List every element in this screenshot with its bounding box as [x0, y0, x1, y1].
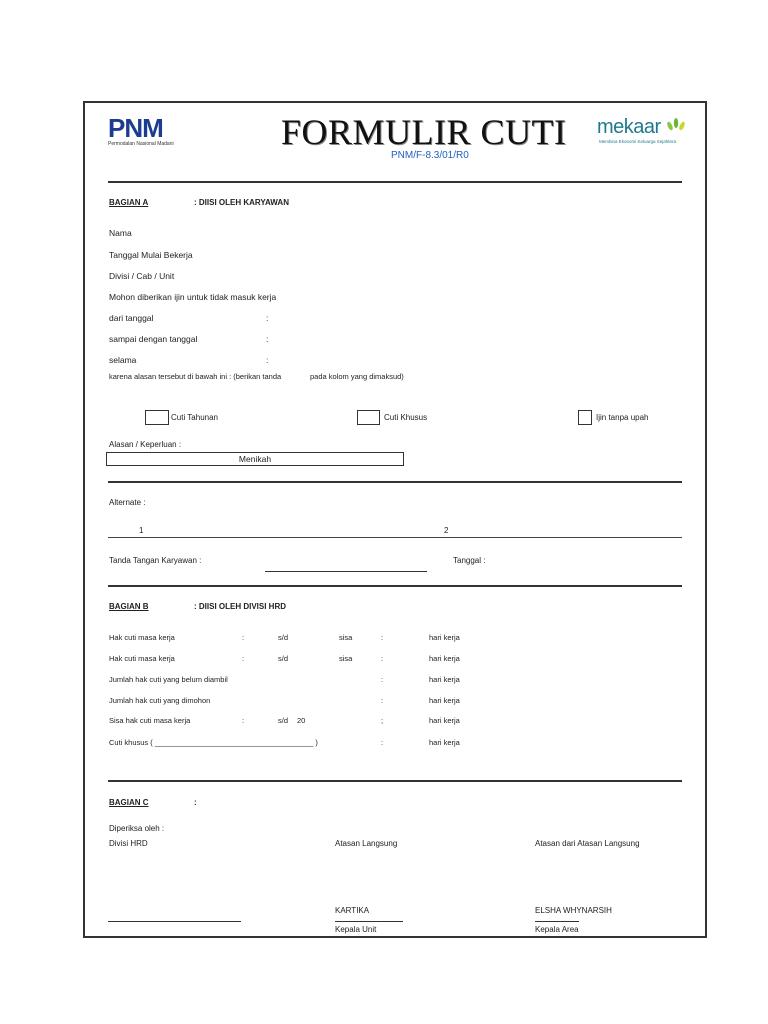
divider: [108, 585, 682, 587]
form-border: [83, 101, 707, 938]
row-sisa: sisa: [339, 654, 353, 663]
section-a-desc: : DIISI OLEH KARYAWAN: [194, 198, 289, 207]
row-label: Cuti khusus ( ______________________________________ ): [109, 738, 318, 747]
divisi-hrd-label: Divisi HRD: [109, 839, 148, 848]
pnm-logo: [108, 115, 174, 147]
divider: [108, 181, 682, 183]
row-sisa: sisa: [339, 633, 353, 642]
row-colon-2: :: [381, 675, 384, 684]
row-colon-2: ;: [381, 716, 384, 725]
row-label: Sisa hak cuti masa kerja: [109, 716, 191, 725]
field-divisi-label: Divisi / Cab / Unit: [109, 271, 175, 281]
mekaar-logo-subtitle: Membina Ekonomi Keluarga Sejahtera: [599, 139, 677, 144]
signature-line-atasan: [335, 921, 403, 922]
divider: [108, 780, 682, 782]
divider: [108, 481, 682, 483]
mekaar-logo: [597, 116, 687, 144]
pada-kolom-text: pada kolom yang dimaksud): [310, 372, 404, 381]
alternate-label: Alternate :: [109, 498, 146, 507]
checkbox-cuti-tahunan[interactable]: [145, 410, 169, 425]
signature-line-hrd: [108, 921, 241, 922]
atasan-dari-atasan-label: Atasan dari Atasan Langsung: [535, 839, 640, 848]
field-selama-label: selama: [109, 355, 137, 365]
section-b-label: BAGIAN B: [109, 602, 149, 611]
row-sd: s/d: [278, 654, 289, 663]
alasan-label: Alasan / Keperluan :: [109, 440, 182, 449]
row-unit: hari kerja: [429, 633, 460, 642]
signer-1-role: Kepala Unit: [335, 925, 377, 934]
field-dari-tanggal-label: dari tanggal: [109, 313, 154, 323]
row-colon-2: :: [381, 738, 384, 747]
field-nama-label: Nama: [109, 228, 132, 238]
section-c-desc: :: [194, 798, 197, 807]
row-colon-2: :: [381, 654, 384, 663]
leaf-icon: [665, 116, 687, 134]
document-code: PNM/F-8.3/01/R0: [391, 150, 469, 161]
row-unit: hari kerja: [429, 696, 460, 705]
row-colon-2: :: [381, 633, 384, 642]
signature-line-atasan-dari: [535, 921, 579, 922]
option-cuti-khusus-label: Cuti Khusus: [384, 413, 428, 422]
field-tanggal-mulai-label: Tanggal Mulai Bekerja: [109, 250, 193, 260]
signer-1-name: KARTIKA: [335, 906, 370, 915]
checkbox-cuti-khusus[interactable]: [357, 410, 380, 425]
row-label: Jumlah hak cuti yang belum diambil: [109, 675, 228, 684]
row-colon: :: [242, 716, 245, 725]
diperiksa-label: Diperiksa oleh :: [109, 824, 165, 833]
row-colon: :: [242, 633, 245, 642]
row-unit: hari kerja: [429, 738, 460, 747]
form-title: FORMULIR CUTI: [281, 112, 567, 152]
pnm-logo-text: PNM: [108, 113, 163, 143]
ttd-karyawan-label: Tanda Tangan Karyawan :: [109, 556, 202, 565]
colon: :: [266, 355, 269, 365]
tanggal-label: Tanggal :: [453, 556, 486, 565]
section-a-label: BAGIAN A: [109, 198, 149, 207]
row-sd: s/d: [278, 716, 289, 725]
section-b-desc: : DIISI OLEH DIVISI HRD: [194, 602, 287, 611]
signer-2-role: Kepala Area: [535, 925, 579, 934]
row-number: 20: [297, 716, 306, 725]
karena-text: karena alasan tersebut di bawah ini : (berikan tanda: [109, 372, 282, 381]
row-label: Hak cuti masa kerja: [109, 654, 175, 663]
row-label: Jumlah hak cuti yang dimohon: [109, 696, 211, 705]
signer-2-name: ELSHA WHYNARSIH: [535, 906, 612, 915]
row-unit: hari kerja: [429, 716, 460, 725]
section-c-label: BAGIAN C: [109, 798, 149, 807]
option-cuti-tahunan-label: Cuti Tahunan: [171, 413, 218, 422]
row-unit: hari kerja: [429, 654, 460, 663]
divider: [108, 537, 682, 538]
mekaar-logo-text: mekaar: [597, 116, 661, 138]
row-unit: hari kerja: [429, 675, 460, 684]
option-ijin-tanpa-upah-label: Ijin tanpa upah: [596, 413, 649, 422]
mohon-text: Mohon diberikan ijin untuk tidak masuk kerja: [109, 292, 277, 302]
colon: :: [266, 334, 269, 344]
colon: :: [266, 313, 269, 323]
signature-line: [265, 571, 427, 572]
row-label: Hak cuti masa kerja: [109, 633, 175, 642]
row-colon-2: :: [381, 696, 384, 705]
alternate-1: 1: [139, 526, 144, 535]
row-colon: :: [242, 654, 245, 663]
alternate-2: 2: [444, 526, 449, 535]
field-sampai-label: sampai dengan tanggal: [109, 334, 198, 344]
row-sd: s/d: [278, 633, 289, 642]
checkbox-ijin-tanpa-upah[interactable]: [578, 410, 592, 425]
alasan-field[interactable]: Menikah: [106, 452, 404, 466]
pnm-logo-subtitle: Permodalan Nasional Madani: [108, 141, 174, 147]
atasan-langsung-label: Atasan Langsung: [335, 839, 398, 848]
